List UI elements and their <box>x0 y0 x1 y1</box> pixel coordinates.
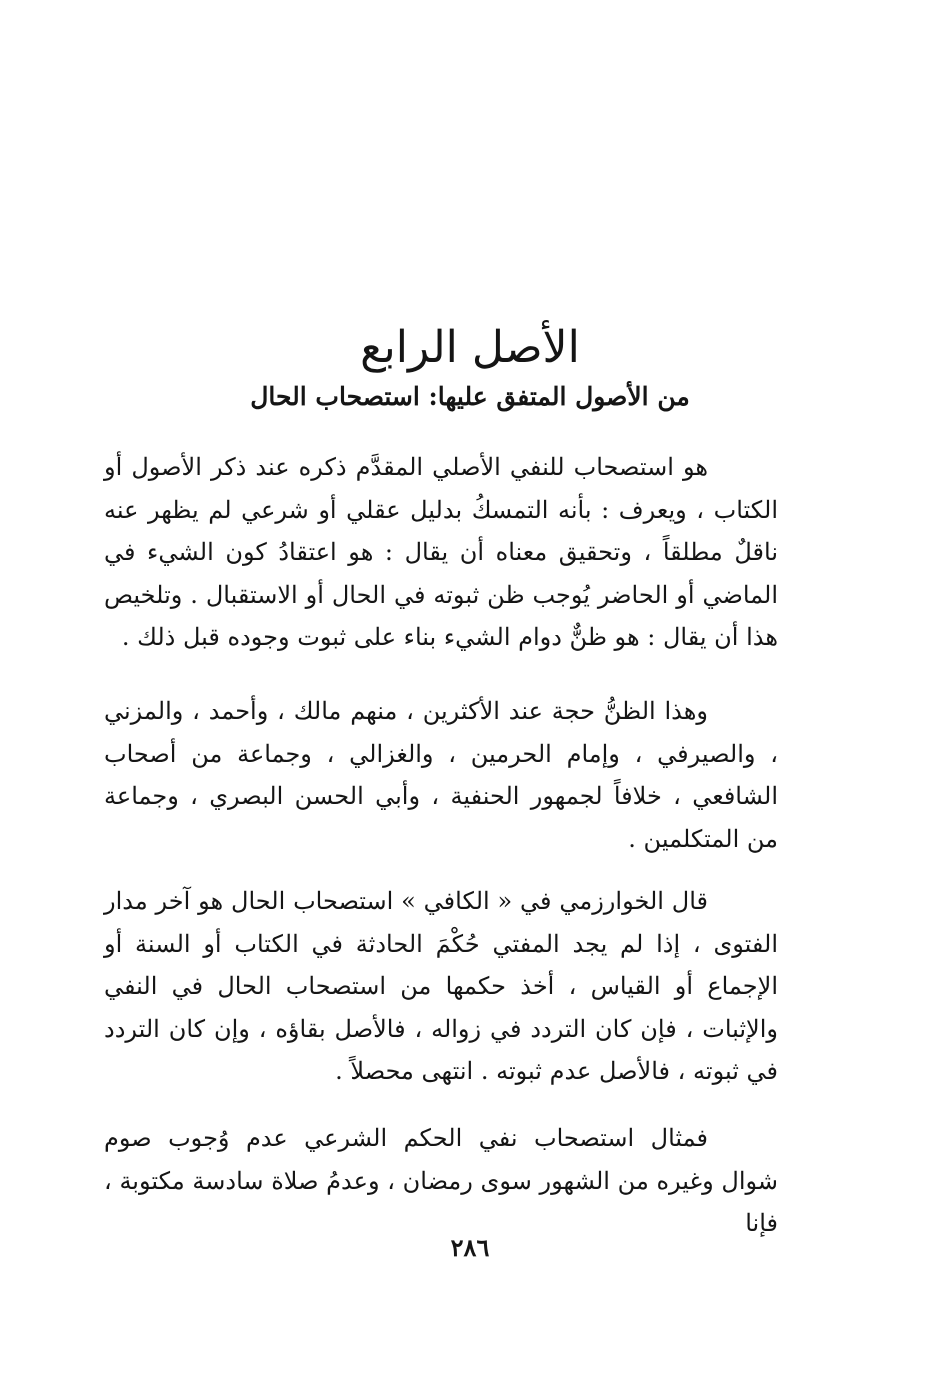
paragraph-3 <box>104 880 778 1093</box>
paragraph-4-text: فمثال استصحاب نفي الحكم الشرعي عدم وُجوب صوم شوال وغيره من الشهور سوى رمضان ، وعدمُ صلاة سادسة مكتوبة ، فإنا <box>104 1124 778 1237</box>
paragraph-3-text: قال الخوارزمي في « الكافي » استصحاب الحال هو آخر مدار الفتوى ، إذا لم يجد المفتي حُكْمَ الحادثة في الكتاب أو السنة أو الإجماع أو القياس ، أخذ حكمها من استصحاب الحال في النفي والإثبات ، فإن كان التردد في زواله ، فالأصل بقاؤه ، وإن كان التردد في ثبوته ، فالأصل عدم ثبوته . انتهى محصلاً . <box>104 887 778 1085</box>
paragraph-2 <box>104 690 778 860</box>
paragraph-2-text: وهذا الظنُّ حجة عند الأكثرين ، منهم مالك ، وأحمد ، والمزني ، والصيرفي ، وإمام الحرمين ، والغزالي ، وجماعة من أصحاب الشافعي ، خلافاً لجمهور الحنفية ، وأبي الحسن البصري ، وجماعة من المتكلمين . <box>104 697 778 853</box>
page-number: ٢٨٦ <box>450 1233 490 1262</box>
paragraph-1 <box>104 446 778 659</box>
chapter-title: الأصل الرابع <box>360 322 580 373</box>
chapter-subtitle: من الأصول المتفق عليها: استصحاب الحال <box>250 382 690 411</box>
paragraph-1-text: هو استصحاب للنفي الأصلي المقدَّم ذكره عند ذكر الأصول أو الكتاب ، ويعرف : بأنه التمسكُ بدليل عقلي أو شرعي لم يظهر عنه ناقلٌ مطلقاً ، وتحقيق معناه أن يقال : هو اعتقادُ كون الشيء في الماضي أو الحاضر يُوجب ظن ثبوته في الحال أو الاستقبال . وتلخيص هذا أن يقال : هو ظنٌّ دوام الشيء بناء على ثبوت وجوده قبل ذلك . <box>104 453 778 651</box>
paragraph-4 <box>104 1117 778 1245</box>
